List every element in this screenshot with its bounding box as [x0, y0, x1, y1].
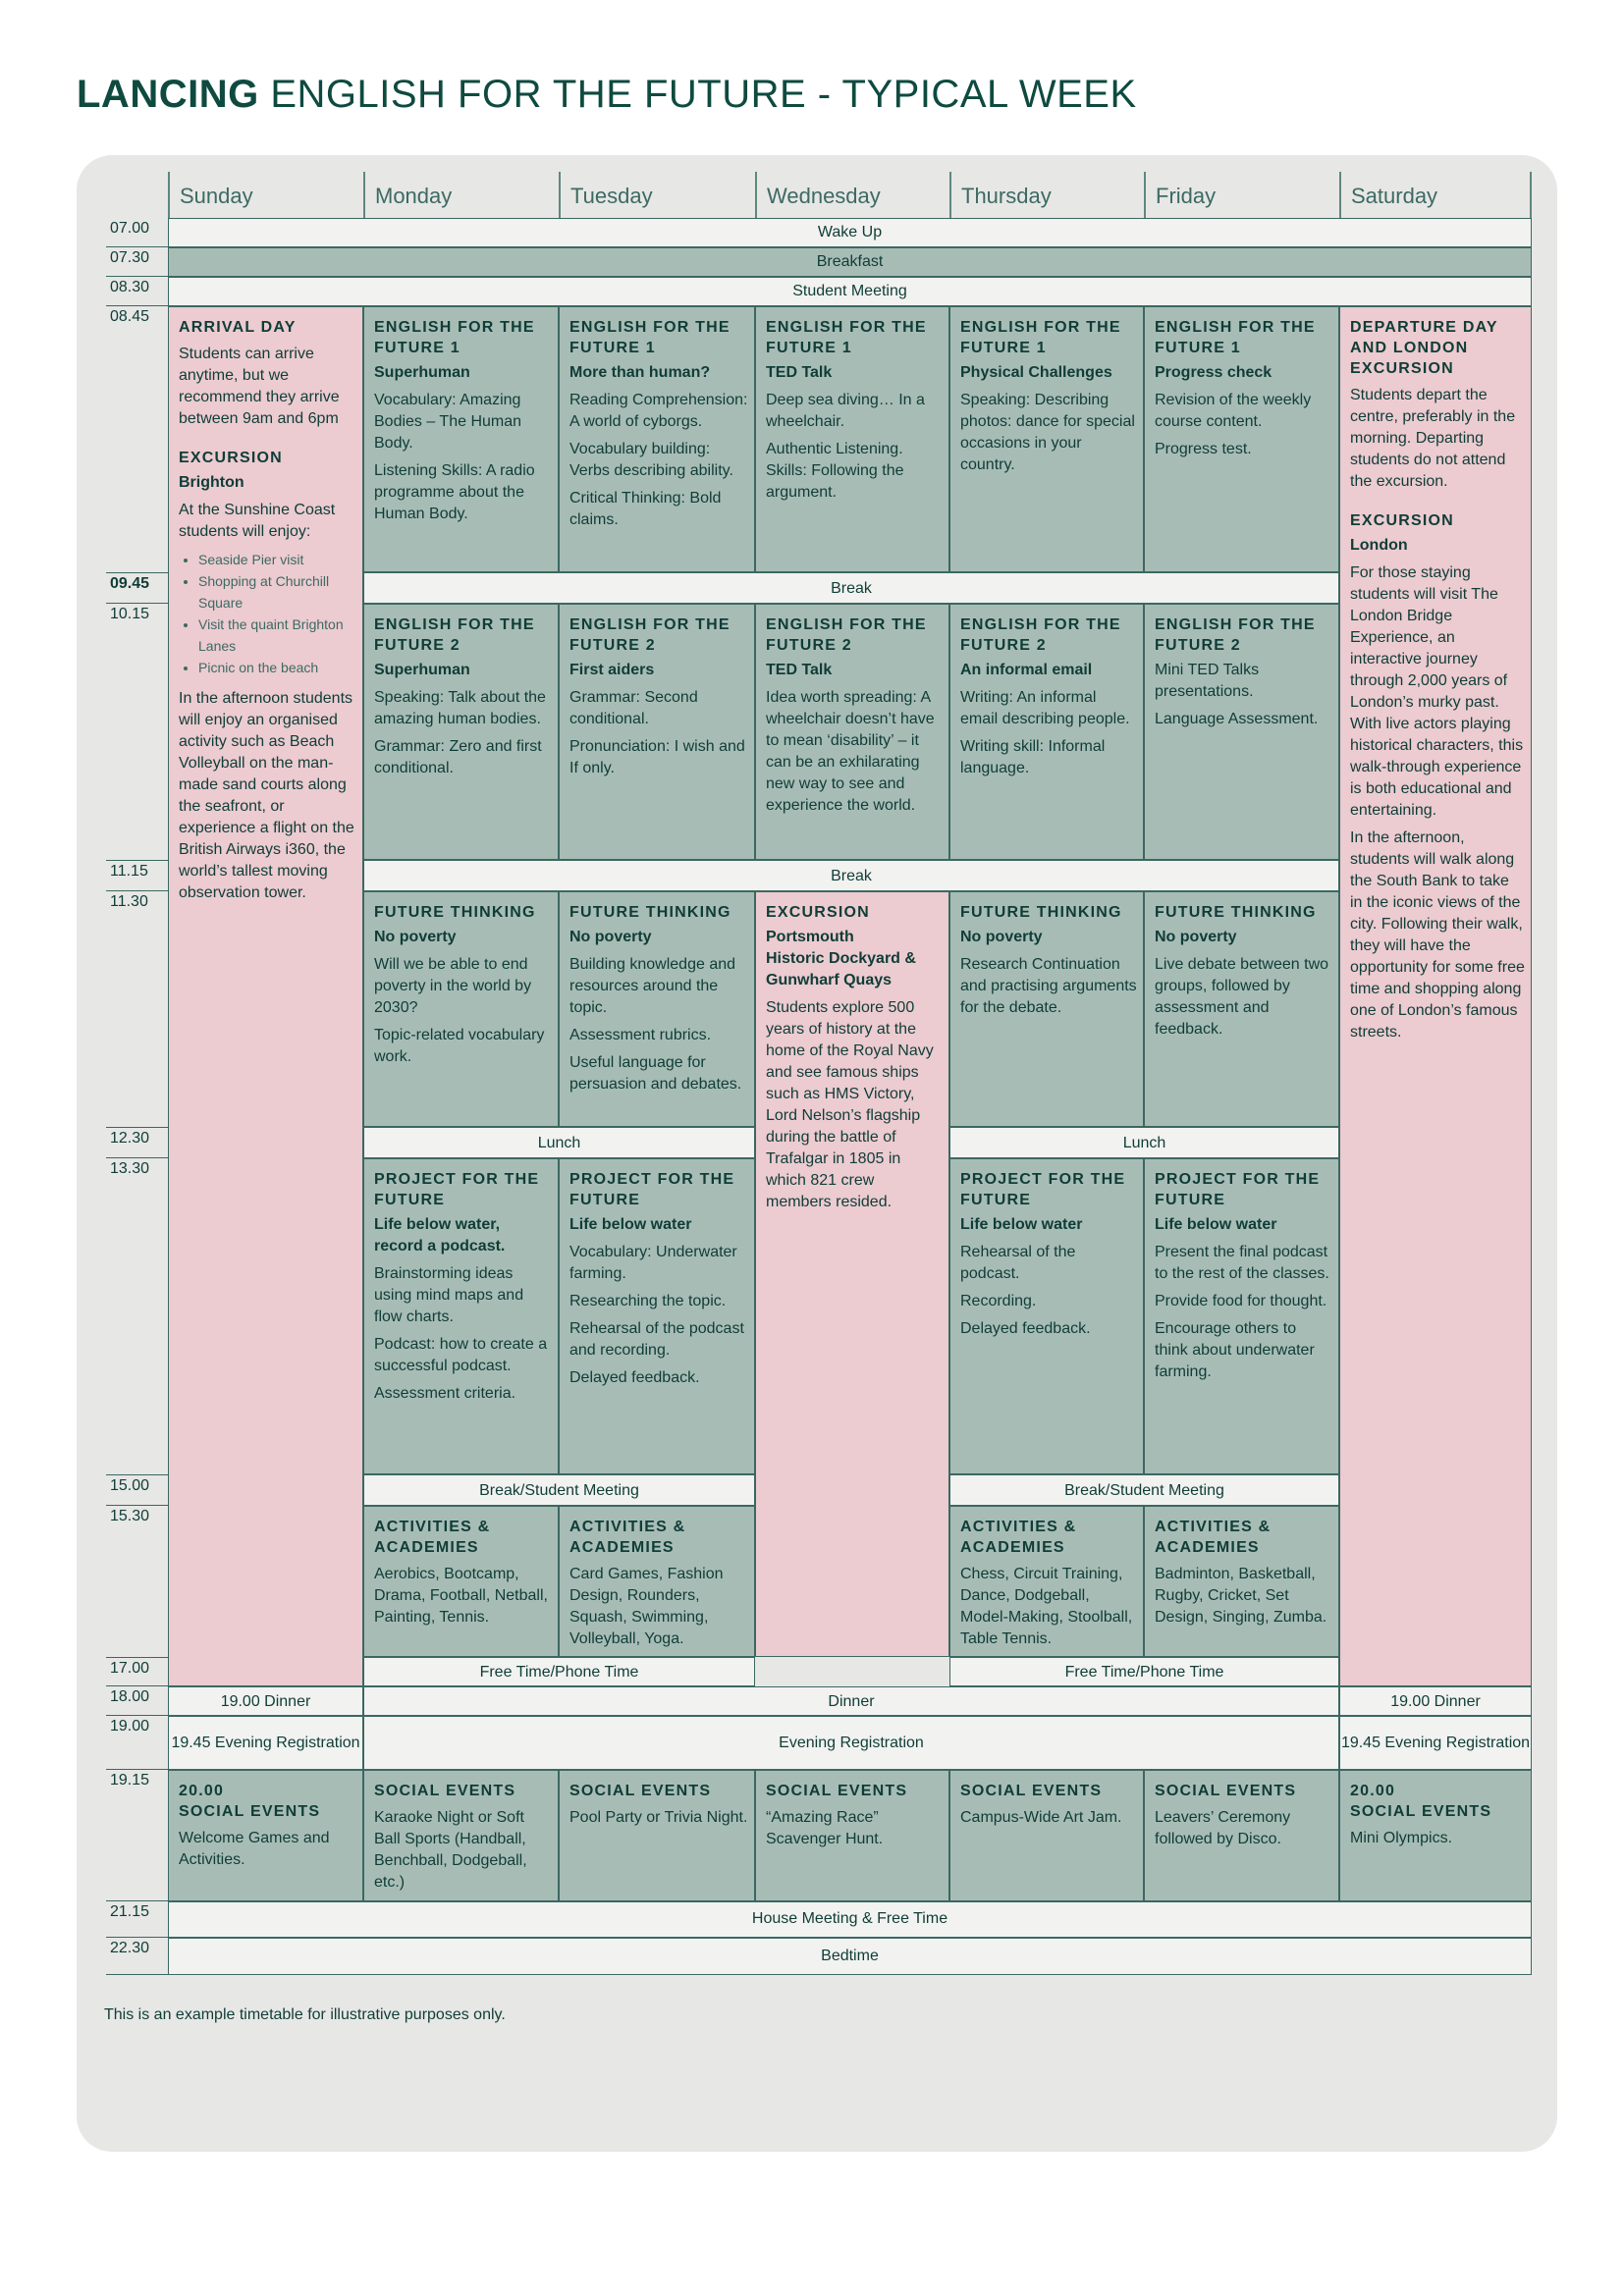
- lesson-line: Writing skill: Informal language.: [960, 738, 1106, 776]
- lesson-title: ENGLISH FOR THE FUTURE 1: [569, 319, 731, 356]
- time-label: 22.30: [106, 1938, 168, 1975]
- lesson-topic: No poverty: [374, 929, 457, 945]
- activities-text: Aerobics, Bootcamp, Drama, Football, Netball, Painting, Tennis.: [374, 1566, 548, 1626]
- sunday-dinner: 19.00 Dinner: [168, 1686, 363, 1716]
- time-label: 19.00: [106, 1716, 168, 1770]
- lesson-topic: No poverty: [1155, 929, 1237, 945]
- lesson-topic: Superhuman: [374, 364, 470, 381]
- lesson-line: Language Assessment.: [1155, 711, 1319, 727]
- lesson-topic: TED Talk: [766, 364, 833, 381]
- day-header-tuesday: Tuesday: [559, 172, 755, 218]
- social-cell: [1339, 1770, 1532, 1901]
- lesson-line: Encourage others to think about underwater farming.: [1155, 1320, 1315, 1380]
- lesson-cell: [363, 604, 559, 860]
- activities-cell: [363, 1506, 559, 1657]
- time-label: 17.00: [106, 1657, 168, 1686]
- day-header-wednesday: Wednesday: [755, 172, 949, 218]
- lesson-cell: [559, 306, 755, 572]
- row-house-meeting: House Meeting & Free Time: [168, 1901, 1532, 1938]
- activities-title: ACTIVITIES & ACADEMIES: [1155, 1519, 1272, 1556]
- title-text: ENGLISH FOR THE FUTURE - TYPICAL WEEK: [258, 73, 1137, 116]
- lesson-topic: TED Talk: [766, 662, 833, 678]
- row-evening-registration: Evening Registration: [363, 1716, 1339, 1770]
- lesson-line: Revision of the weekly course content.: [1155, 392, 1312, 430]
- sunday-registration: 19.45 Evening Registration: [168, 1716, 363, 1770]
- row-lunch: Lunch: [363, 1127, 755, 1158]
- lesson-topic: More than human?: [569, 364, 711, 381]
- social-title: SOCIAL EVENTS: [1350, 1803, 1492, 1820]
- lesson-title: PROJECT FOR THE FUTURE: [1155, 1171, 1321, 1208]
- lesson-line: Idea worth spreading: A wheelchair doesn’t have to mean ‘disability’ – it can be an exhilarating new way to see and experience the world.: [766, 689, 935, 814]
- social-title: SOCIAL EVENTS: [179, 1803, 321, 1820]
- lesson-cell: [363, 306, 559, 572]
- lesson-line: Speaking: Describing photos: dance for special occasions in your country.: [960, 392, 1135, 473]
- lesson-line: Will we be able to end poverty in the world by 2030?: [374, 956, 532, 1016]
- row-break-student-meeting: Break/Student Meeting: [949, 1474, 1339, 1506]
- lesson-title: PROJECT FOR THE FUTURE: [374, 1171, 540, 1208]
- lesson-cell: [1144, 891, 1339, 1127]
- social-title: SOCIAL EVENTS: [374, 1783, 516, 1799]
- lesson-title: ENGLISH FOR THE FUTURE 1: [960, 319, 1121, 356]
- lesson-cell: [949, 1158, 1144, 1474]
- list-item: • Picnic on the beach: [198, 657, 356, 678]
- social-title: SOCIAL EVENTS: [766, 1783, 908, 1799]
- page-title: [77, 73, 1137, 117]
- row-student-meeting: Student Meeting: [168, 277, 1532, 306]
- activities-cell: [1144, 1506, 1339, 1657]
- social-time: 20.00: [179, 1783, 225, 1799]
- timetable-grid: [106, 172, 1531, 1986]
- sunday-afternoon-text: In the afternoon students will enjoy an organised activity such as Beach Volleyball on the man-made sand courts along the seafront, or experience a flight on the British Airways i360, the world’s tallest moving observation tower.: [179, 690, 354, 901]
- social-text: Mini Olympics.: [1350, 1830, 1453, 1846]
- lesson-cell: [755, 604, 949, 860]
- lesson-line: Speaking: Talk about the amazing human bodies.: [374, 689, 546, 727]
- lesson-line: Deep sea diving… In a wheelchair.: [766, 392, 925, 430]
- day-header-sunday: Sunday: [168, 172, 363, 218]
- lesson-line: Progress test.: [1155, 441, 1252, 457]
- lesson-topic: No poverty: [569, 929, 652, 945]
- lesson-topic: Mini TED Talks presentations.: [1155, 662, 1260, 700]
- lesson-title: ENGLISH FOR THE FUTURE 1: [766, 319, 927, 356]
- day-header-saturday: Saturday: [1339, 172, 1532, 218]
- lesson-cell: [1144, 306, 1339, 572]
- list-item: • Shopping at Churchill Square: [198, 570, 356, 614]
- excursion-subplace: Historic Dockyard & Gunwharf Quays: [766, 950, 916, 988]
- lesson-cell: [949, 306, 1144, 572]
- lesson-line: Pronunciation: I wish and If only.: [569, 738, 745, 776]
- row-break: Break: [363, 572, 1339, 604]
- day-header-thursday: Thursday: [949, 172, 1144, 218]
- lesson-cell: [559, 1158, 755, 1474]
- lesson-cell: [1144, 604, 1339, 860]
- corner-cell: [106, 172, 168, 218]
- lesson-line: Vocabulary: Amazing Bodies – The Human Body.: [374, 392, 522, 452]
- lesson-title: FUTURE THINKING: [1155, 904, 1317, 921]
- social-text: Welcome Games and Activities.: [179, 1830, 330, 1868]
- time-label: 09.45: [106, 572, 168, 604]
- time-label: 07.00: [106, 218, 168, 247]
- lesson-cell: [559, 891, 755, 1127]
- lesson-line: Assessment criteria.: [374, 1385, 516, 1402]
- row-bedtime: Bedtime: [168, 1938, 1532, 1975]
- row-lunch: Lunch: [949, 1127, 1339, 1158]
- lesson-topic: Life below water, record a podcast.: [374, 1216, 506, 1255]
- social-title: SOCIAL EVENTS: [960, 1783, 1103, 1799]
- saturday-afternoon-text: In the afternoon, students will walk along the South Bank to take in the iconic views of the city. Following their walk, they will have the opportunity for some free time and shopping along one of London’s famous streets.: [1350, 829, 1525, 1041]
- saturday-excursion-text: For those staying students will visit The London Bridge Experience, an interactive journey through 2,000 years of London’s murky past. With live actors playing historical characters, this walk-through experience is both educational and entertaining.: [1350, 564, 1524, 819]
- lesson-line: Vocabulary: Underwater farming.: [569, 1244, 737, 1282]
- lesson-title: FUTURE THINKING: [569, 904, 731, 921]
- activities-cell: [559, 1506, 755, 1657]
- time-label: 18.00: [106, 1686, 168, 1716]
- social-cell: [168, 1770, 363, 1901]
- sunday-excursion-heading: EXCURSION: [179, 450, 283, 466]
- lesson-line: Provide food for thought.: [1155, 1293, 1327, 1309]
- lesson-line: Rehearsal of the podcast and recording.: [569, 1320, 744, 1359]
- social-cell: [755, 1770, 949, 1901]
- day-header-friday: Friday: [1144, 172, 1339, 218]
- saturday-excursion-place: London: [1350, 537, 1408, 554]
- sunday-excursion-place: Brighton: [179, 474, 244, 491]
- lesson-cell: [949, 891, 1144, 1127]
- lesson-topic: Physical Challenges: [960, 364, 1112, 381]
- row-breakfast: Breakfast: [168, 247, 1532, 277]
- excursion-heading: EXCURSION: [766, 904, 870, 921]
- social-text: Pool Party or Trivia Night.: [569, 1809, 748, 1826]
- lesson-line: Grammar: Second conditional.: [569, 689, 698, 727]
- lesson-line: Authentic Listening. Skills: Following the argument.: [766, 441, 904, 501]
- lesson-line: Delayed feedback.: [960, 1320, 1091, 1337]
- social-cell: [363, 1770, 559, 1901]
- saturday-dinner: 19.00 Dinner: [1339, 1686, 1532, 1716]
- lesson-title: FUTURE THINKING: [374, 904, 536, 921]
- lesson-cell: [559, 604, 755, 860]
- row-free-time: Free Time/Phone Time: [949, 1657, 1339, 1686]
- lesson-title: ENGLISH FOR THE FUTURE 1: [374, 319, 535, 356]
- activities-text: Badminton, Basketball, Rugby, Cricket, Set Design, Singing, Zumba.: [1155, 1566, 1327, 1626]
- lesson-line: Assessment rubrics.: [569, 1027, 712, 1043]
- lesson-topic: Superhuman: [374, 662, 470, 678]
- excursion-place: Portsmouth: [766, 929, 854, 945]
- time-label: 15.30: [110, 1508, 150, 1524]
- time-label: 15.00: [106, 1474, 168, 1506]
- lesson-line: Critical Thinking: Bold claims.: [569, 490, 722, 528]
- time-label: 19.15: [106, 1770, 168, 1901]
- social-text: Leavers’ Ceremony followed by Disco.: [1155, 1809, 1291, 1847]
- activities-text: Chess, Circuit Training, Dance, Dodgeball, Model-Making, Stoolball, Table Tennis.: [960, 1566, 1133, 1647]
- social-time: 20.00: [1350, 1783, 1396, 1799]
- row-break-student-meeting: Break/Student Meeting: [363, 1474, 755, 1506]
- social-title: SOCIAL EVENTS: [569, 1783, 712, 1799]
- lesson-title: ENGLISH FOR THE FUTURE 2: [960, 616, 1121, 654]
- activities-title: ACTIVITIES & ACADEMIES: [569, 1519, 686, 1556]
- lesson-topic: Life below water: [960, 1216, 1083, 1233]
- lesson-line: Writing: An informal email describing people.: [960, 689, 1130, 727]
- social-text: Karaoke Night or Soft Ball Sports (Handball, Benchball, Dodgeball, etc.): [374, 1809, 527, 1891]
- social-text: “Amazing Race” Scavenger Hunt.: [766, 1809, 884, 1847]
- lesson-topic: Life below water: [1155, 1216, 1277, 1233]
- social-cell: [949, 1770, 1144, 1901]
- list-item: • Visit the quaint Brighton Lanes: [198, 614, 356, 657]
- lesson-line: Building knowledge and resources around the topic.: [569, 956, 736, 1016]
- row-wake-up: Wake Up: [168, 218, 1532, 247]
- time-label: 11.30: [110, 893, 148, 910]
- time-label: 07.30: [106, 247, 168, 277]
- time-label: 13.30: [110, 1160, 150, 1177]
- saturday-departure-text: Students depart the centre, preferably in the morning. Departing students do not attend the excursion.: [1350, 387, 1516, 490]
- lesson-line: Grammar: Zero and first conditional.: [374, 738, 542, 776]
- lesson-line: Podcast: how to create a successful podcast.: [374, 1336, 548, 1374]
- lesson-title: ENGLISH FOR THE FUTURE 2: [1155, 616, 1316, 654]
- lesson-cell: [363, 1158, 559, 1474]
- lesson-topic: No poverty: [960, 929, 1043, 945]
- activities-title: ACTIVITIES & ACADEMIES: [374, 1519, 491, 1556]
- sunday-excursion-list: [179, 549, 356, 678]
- lesson-title: ENGLISH FOR THE FUTURE 2: [374, 616, 535, 654]
- lesson-title: ENGLISH FOR THE FUTURE 1: [1155, 319, 1316, 356]
- lesson-line: Listening Skills: A radio programme about the Human Body.: [374, 462, 535, 522]
- lesson-title: PROJECT FOR THE FUTURE: [960, 1171, 1126, 1208]
- time-label: 08.45: [110, 308, 150, 325]
- activities-cell: [949, 1506, 1144, 1657]
- footnote: This is an example timetable for illustrative purposes only.: [104, 2006, 506, 2023]
- lesson-line: Recording.: [960, 1293, 1037, 1309]
- sunday-arrival-text: Students can arrive anytime, but we recommend they arrive between 9am and 6pm: [179, 346, 340, 427]
- row-break: Break: [363, 860, 1339, 891]
- lesson-cell: [363, 891, 559, 1127]
- lesson-line: Brainstorming ideas using mind maps and flow charts.: [374, 1265, 524, 1325]
- lesson-line: Rehearsal of the podcast.: [960, 1244, 1076, 1282]
- wednesday-excursion-cell: [755, 891, 949, 1657]
- lesson-cell: [755, 306, 949, 572]
- saturday-departure-cell: [1339, 306, 1532, 1686]
- activities-title: ACTIVITIES & ACADEMIES: [960, 1519, 1077, 1556]
- saturday-heading: DEPARTURE DAY AND LONDON EXCURSION: [1350, 319, 1498, 377]
- excursion-text: Students explore 500 years of history at the home of the Royal Navy and see famous ships such as HMS Victory, Lord Nelson’s flagship during the battle of Trafalgar in 1805 in which 821 crew members resided.: [766, 999, 934, 1210]
- lesson-line: Reading Comprehension: A world of cyborgs.: [569, 392, 748, 430]
- lesson-title: ENGLISH FOR THE FUTURE 2: [766, 616, 927, 654]
- time-label: 21.15: [106, 1901, 168, 1938]
- time-label: 12.30: [106, 1127, 168, 1158]
- social-cell: [1144, 1770, 1339, 1901]
- time-label: 11.15: [106, 860, 168, 891]
- social-cell: [559, 1770, 755, 1901]
- row-free-time: Free Time/Phone Time: [363, 1657, 755, 1686]
- lesson-title: FUTURE THINKING: [960, 904, 1122, 921]
- lesson-line: Delayed feedback.: [569, 1369, 700, 1386]
- lesson-line: Live debate between two groups, followed by assessment and feedback.: [1155, 956, 1329, 1038]
- time-label: 08.30: [106, 277, 168, 306]
- social-text: Campus-Wide Art Jam.: [960, 1809, 1122, 1826]
- lesson-cell: [1144, 1158, 1339, 1474]
- saturday-excursion-heading: EXCURSION: [1350, 512, 1454, 529]
- day-header-monday: Monday: [363, 172, 559, 218]
- saturday-registration: 19.45 Evening Registration: [1339, 1716, 1532, 1770]
- lesson-cell: [949, 604, 1144, 860]
- social-title: SOCIAL EVENTS: [1155, 1783, 1297, 1799]
- lesson-topic: First aiders: [569, 662, 655, 678]
- lesson-line: Vocabulary building: Verbs describing ability.: [569, 441, 733, 479]
- time-label: 10.15: [110, 606, 150, 622]
- sunday-excursion-intro: At the Sunshine Coast students will enjoy:: [179, 502, 336, 540]
- lesson-title: ENGLISH FOR THE FUTURE 2: [569, 616, 731, 654]
- lesson-line: Research Continuation and practising arguments for the debate.: [960, 956, 1137, 1016]
- row-dinner: Dinner: [363, 1686, 1339, 1716]
- sunday-heading: ARRIVAL DAY: [179, 319, 297, 336]
- lesson-topic: Life below water: [569, 1216, 692, 1233]
- lesson-line: Present the final podcast to the rest of the classes.: [1155, 1244, 1329, 1282]
- lesson-line: Topic-related vocabulary work.: [374, 1027, 545, 1065]
- lesson-topic: Progress check: [1155, 364, 1272, 381]
- lesson-title: PROJECT FOR THE FUTURE: [569, 1171, 735, 1208]
- lesson-line: Researching the topic.: [569, 1293, 727, 1309]
- lesson-topic: An informal email: [960, 662, 1093, 678]
- sunday-arrival-cell: [168, 306, 363, 1686]
- title-brand: LANCING: [77, 73, 259, 116]
- activities-text: Card Games, Fashion Design, Rounders, Squash, Swimming, Volleyball, Yoga.: [569, 1566, 724, 1647]
- list-item: • Seaside Pier visit: [198, 549, 356, 570]
- lesson-line: Useful language for persuasion and debates.: [569, 1054, 742, 1093]
